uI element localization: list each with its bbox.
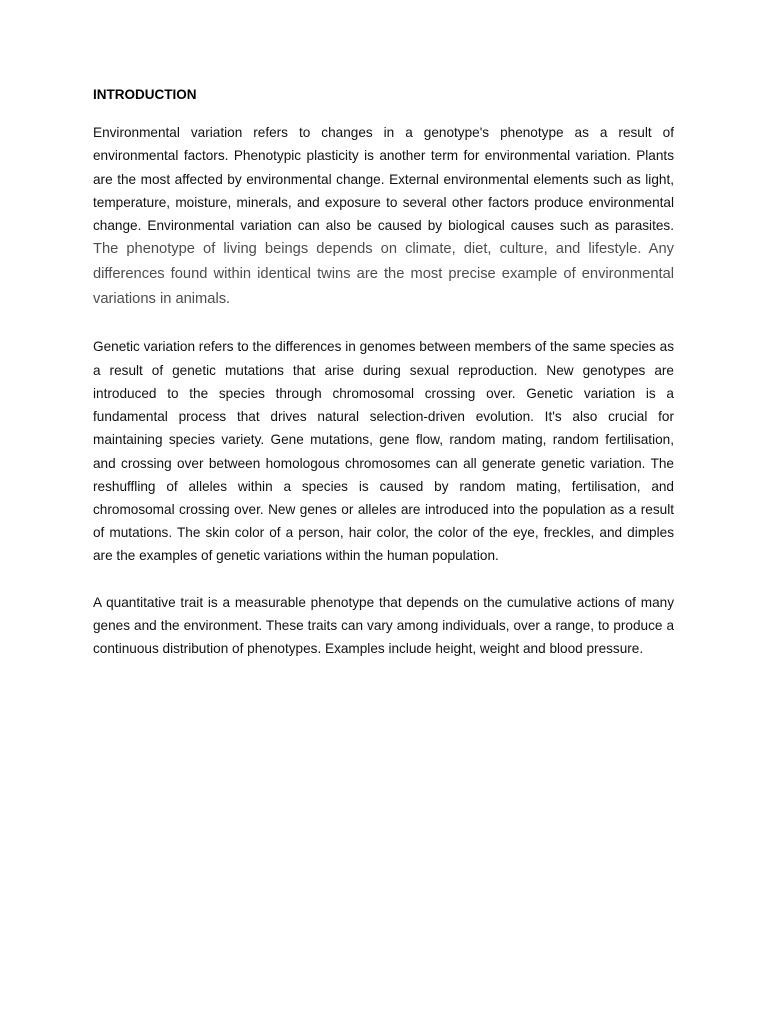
paragraph-genetic-variation: Genetic variation refers to the differences in genomes between members of the same species as a result of genetic mutations that arise during sexual reproduction. New genotypes are introduced to the species through chromosomal crossing over. Genetic variation is a fundamental process that drives natural selection-driven evolution. It's also crucial for maintaining species variety. Gene mutations, gene flow, random mating, random fertilisation, and crossing over between homologous chromosomes can all generate genetic variation. The reshuffling of alleles within a species is caused by random mating, fertilisation, and chromosomal crossing over. New genes or alleles are introduced into the population as a result of mutations. The skin color of a person, hair color, the color of the eye, freckles, and dimples are the examples of genetic variations within the human population. [93,339,674,564]
environmental-variation-quoted-text: The phenotype of living beings depends on climate, diet, culture, and lifestyle. Any differences found within identical twins are the most precise example of environmental variations in animals. [93,241,674,308]
paragraph-quantitative-trait: A quantitative trait is a measurable phenotype that depends on the cumulative actions of many genes and the environment. These traits can vary among individuals, over a range, to produce a continuous distribution of phenotypes. Examples include height, weight and blood pressure. [93,594,674,656]
document-body [93,86,674,660]
paragraph-environmental-variation [93,121,674,312]
environmental-variation-text: Environmental variation refers to changes in a genotype's phenotype as a result of environmental factors. Phenotypic plasticity is another term for environmental variation. Plants are the most affected by environmental change. External environmental elements such as light, temperature, moisture, minerals, and exposure to several other factors produce environmental change. Environmental variation can also be caused by biological causes such as parasites. [93,125,674,234]
section-heading: INTRODUCTION [93,87,197,102]
